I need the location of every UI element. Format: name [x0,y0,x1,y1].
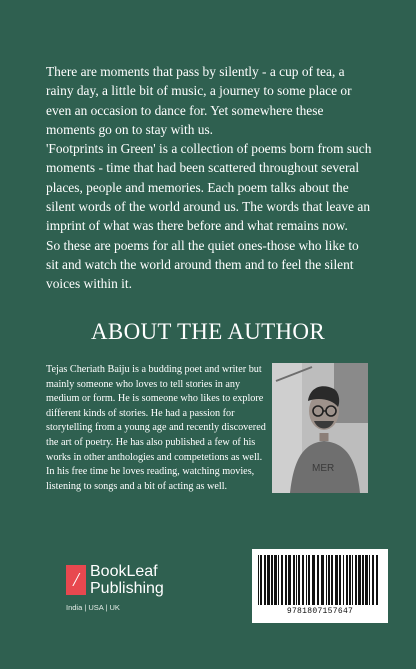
author-bio [46,363,270,494]
bio-paragraph: In his free time he loves reading, watching movies, listening to songs and a bit of acting as well. [46,466,255,492]
isbn-barcode [252,549,388,623]
publisher-mark-icon: / [66,565,86,595]
author-photo [272,363,368,493]
svg-text:MER: MER [312,463,335,474]
barcode-bars-icon [258,555,382,605]
publisher-regions: India | USA | UK [66,603,120,612]
bio-paragraph: Tejas Cheriath Baiju is a budding poet and writer but mainly someone who loves to tell stories in any medium or form. He is someone who likes to explore different kinds of stories. He had a passion for storytelling from a young age and recently discovered the art of poetry. He has also published a few of his works in other anthologies and competetions as well. [46,364,266,463]
blurb-paragraph: So these are poems for all the quiet ones-those who like to sit and watch the world around them and to feel the silent voices within it. [46,237,359,292]
about-author-heading: ABOUT THE AUTHOR [91,319,325,344]
isbn-number: 9781807157647 [286,607,354,616]
publisher-logo [66,565,186,615]
blurb-paragraph: 'Footprints in Green' is a collection of poems born from such moments - time that had been scattered throughout several places, people and memories. Each poem talks about the silent words of the world around us. The words that leave an imprint of what was there before and what remains now. [46,141,372,234]
publisher-name-line1: BookLeaf [90,563,158,580]
publisher-name [90,563,164,597]
book-blurb [46,62,374,294]
publisher-name-line2: Publishing [90,580,164,597]
blurb-paragraph: There are moments that pass by silently - a cup of tea, a rainy day, a little bit of music, a journey to some place or even an occasion to dance for. Yet somewhere these moments go on to stay with us. [46,64,352,137]
